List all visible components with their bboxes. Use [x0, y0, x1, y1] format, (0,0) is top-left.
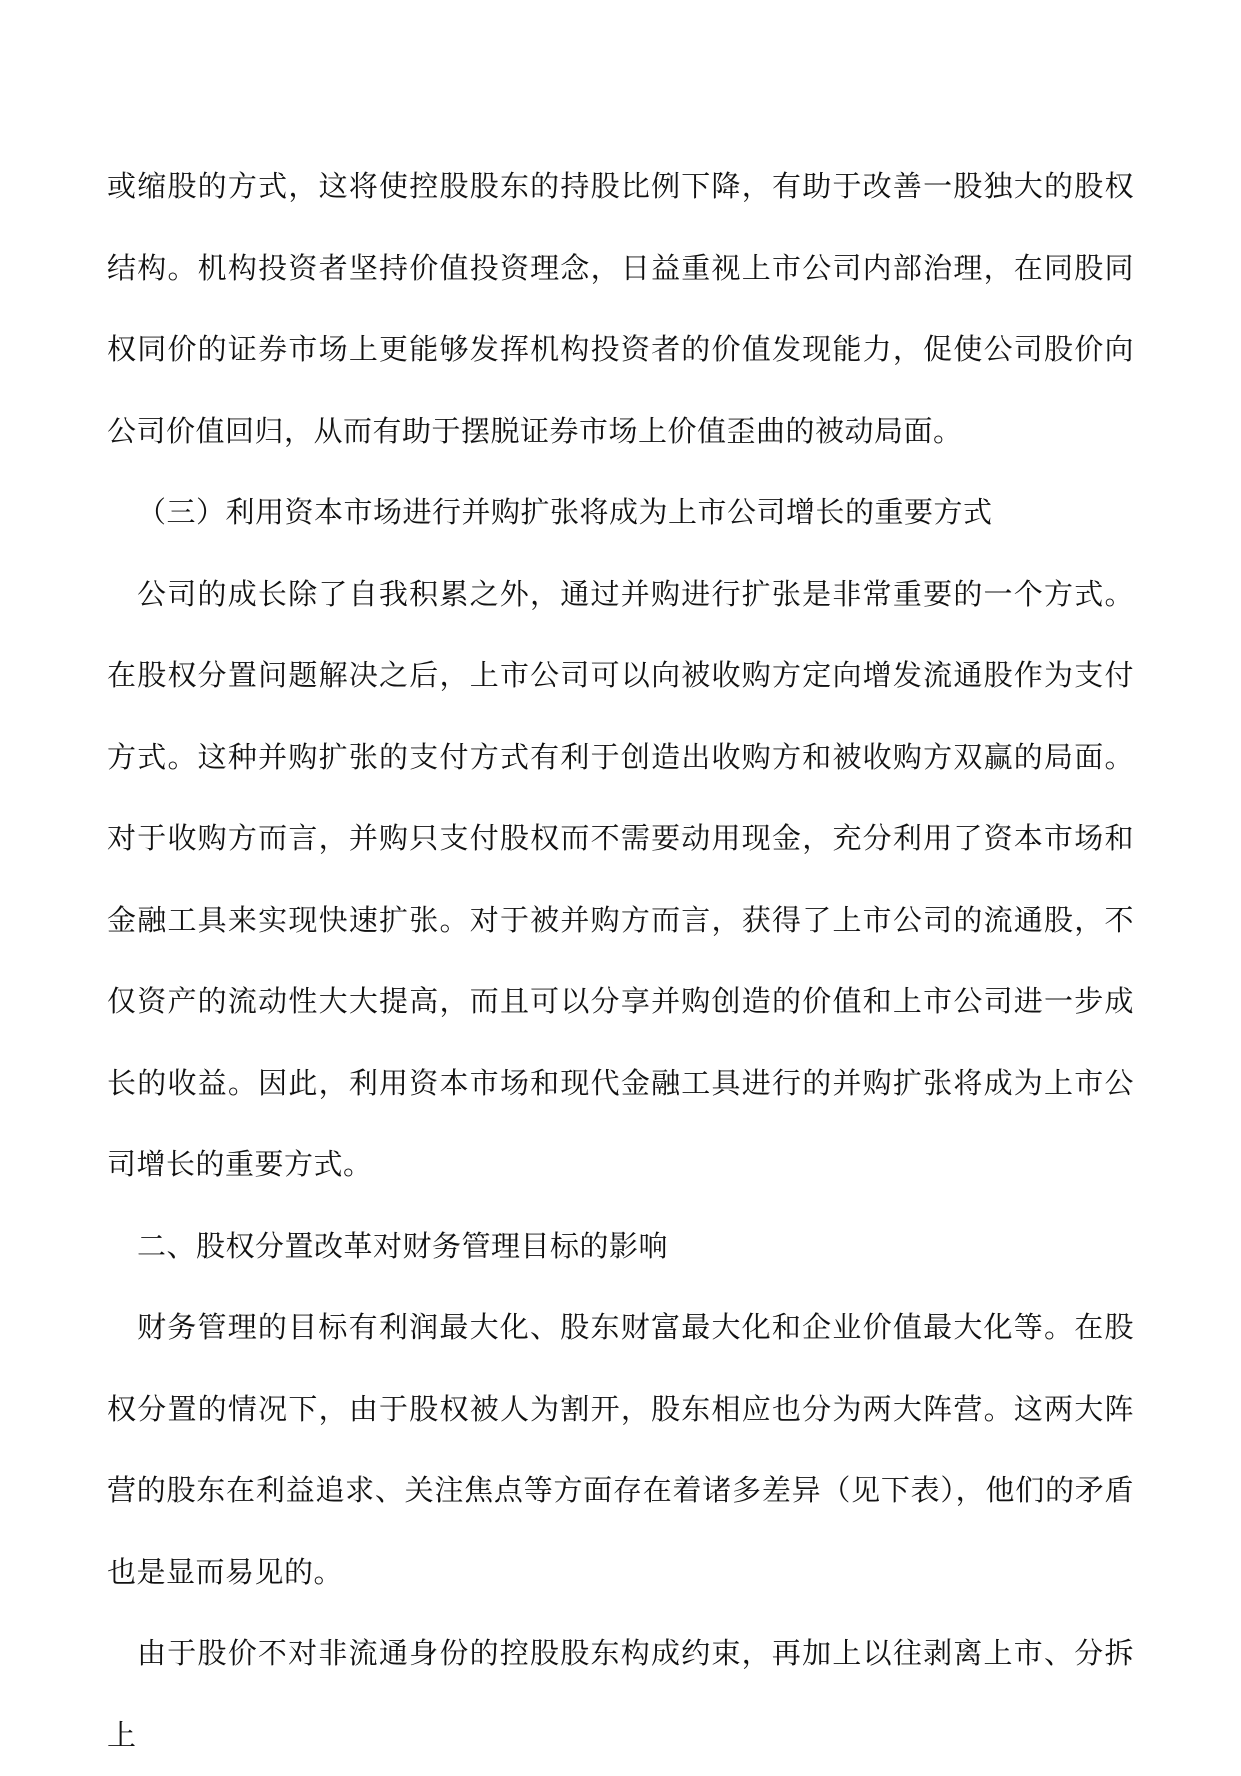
paragraph-controlling-shareholders: 由于股价不对非流通身份的控股股东构成约束，再加上以往剥离上市、分拆上: [107, 1636, 1134, 1752]
section-heading-2: 二、股权分置改革对财务管理目标的影响: [137, 1228, 669, 1263]
paragraph-mergers: 公司的成长除了自我积累之外，通过并购进行扩张是非常重要的一个方式。在股权分置问题解决之后，上市公司可以向被收购方定向增发流通股作为支付方式。这种并购扩张的支付方式有利于创造出收购方和被收购方双赢的局面。对于收购方而言，并购只支付股权而不需要动用现金，充分利用了资本市场和金融工具来实现快速扩张。对于被并购方而言，获得了上市公司的流通股，不仅资产的流动性大大提高，而且可以分享并购创造的价值和上市公司进一步成长的收益。因此，利用资本市场和现代金融工具进行的并购扩张将成为上市公司增长的重要方式。: [107, 576, 1134, 1181]
paragraph-financial-goals: 财务管理的目标有利润最大化、股东财富最大化和企业价值最大化等。在股权分置的情况下，由于股权被人为割开，股东相应也分为两大阵营。这两大阵营的股东在利益追求、关注焦点等方面存在着诸多差异（见下表），他们的矛盾也是显而易见的。: [107, 1310, 1134, 1589]
section-heading-3: （三）利用资本市场进行并购扩张将成为上市公司增长的重要方式: [137, 495, 993, 529]
document-page: [107, 146, 1134, 1776]
paragraph-continuation: 或缩股的方式，这将使控股股东的持股比例下降，有助于改善一股独大的股权结构。机构投资者坚持价值投资理念，日益重视上市公司内部治理，在同股同权同价的证券市场上更能够发挥机构投资者的价值发现能力，促使公司股价向公司价值回归，从而有助于摆脱证券市场上价值歪曲的被动局面。: [107, 169, 1134, 448]
